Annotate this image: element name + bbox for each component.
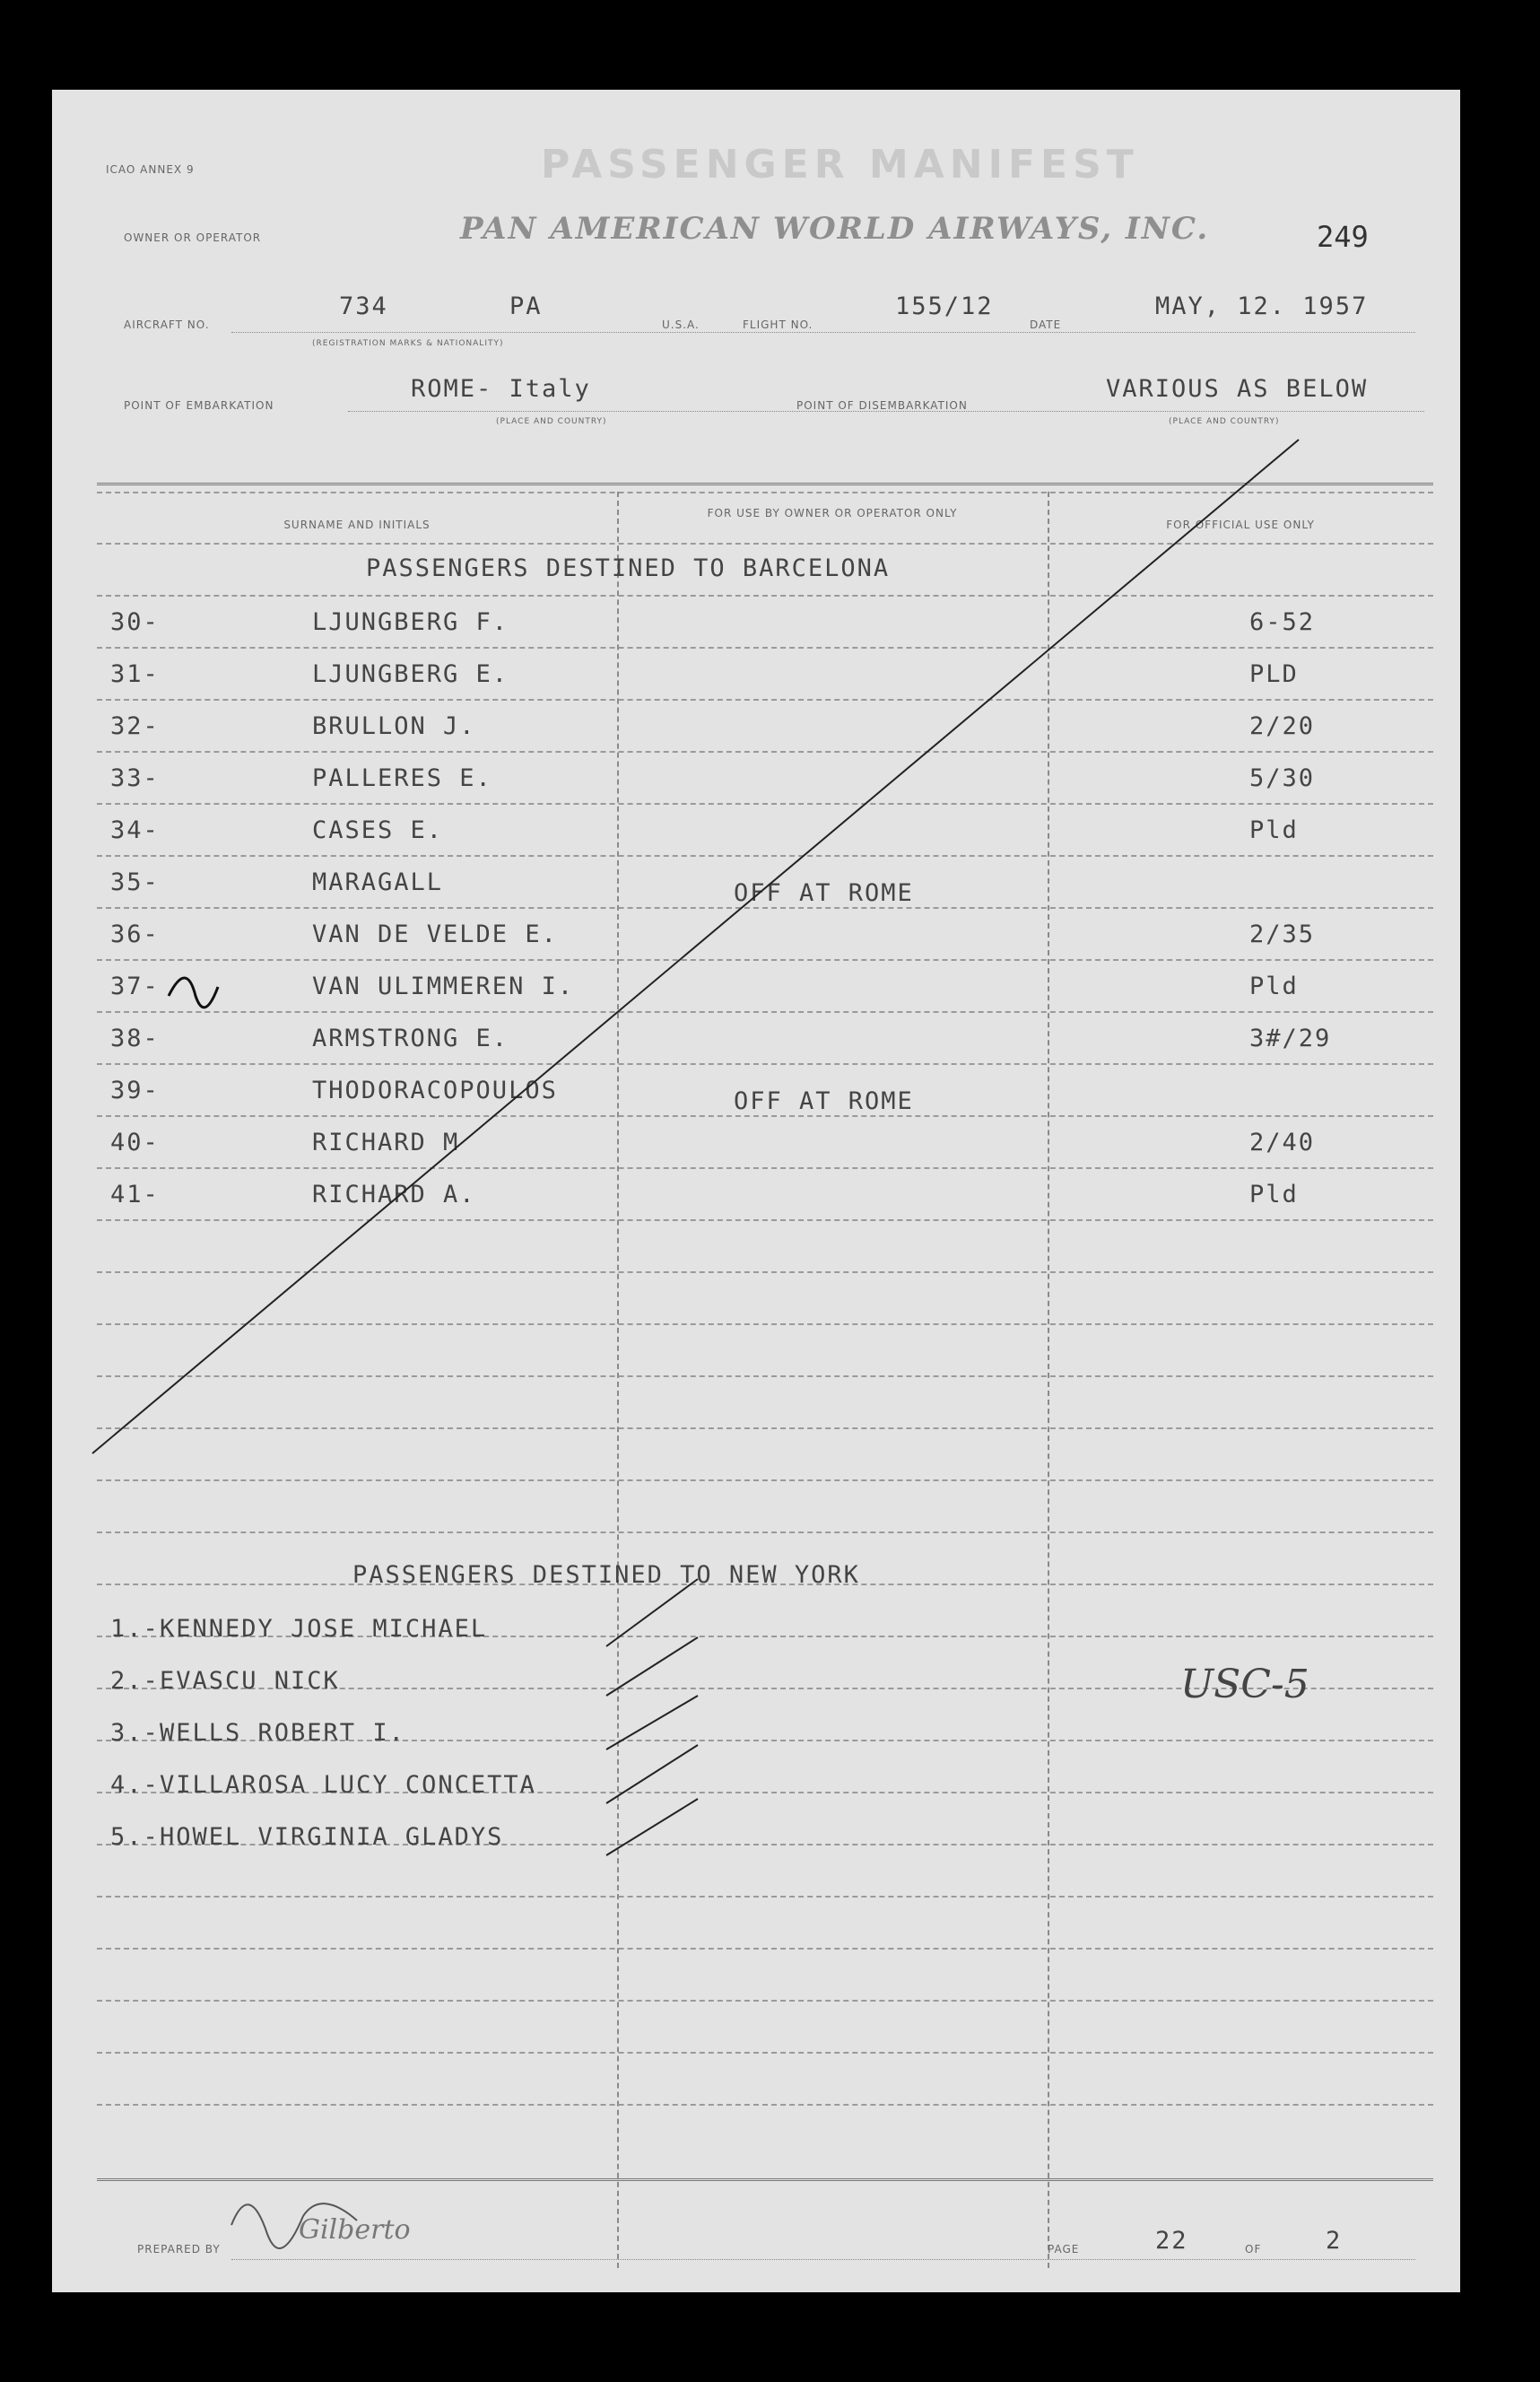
passenger-number: 34- [110, 816, 160, 844]
ink-mark [169, 978, 218, 1008]
passenger-name: MARAGALL [312, 868, 444, 896]
passenger-number: 2.- [110, 1667, 160, 1695]
disembarkation-label: POINT OF DISEMBARKATION [796, 399, 968, 412]
passenger-name: THODORACOPOULOS [312, 1077, 558, 1104]
passenger-name: HOWEL VIRGINIA GLADYS [160, 1823, 504, 1851]
page-title: PASSENGER MANIFEST [541, 142, 1139, 188]
passenger-number: 38- [110, 1025, 160, 1052]
passenger-name: CASES E. [312, 816, 444, 844]
official-code: 2/35 [1249, 921, 1316, 948]
official-code: Pld [1249, 1181, 1299, 1208]
passenger-number: 1.- [110, 1615, 160, 1643]
page-count-current: 22 [1155, 2227, 1188, 2255]
country: U.S.A. [662, 318, 700, 331]
section-heading-barcelona: PASSENGERS DESTINED TO BARCELONA [366, 554, 891, 582]
column-header-official: FOR OFFICIAL USE ONLY [1166, 519, 1315, 531]
owner-remark: OFF AT ROME [734, 1087, 914, 1115]
official-code: 3#/29 [1249, 1025, 1332, 1052]
column-header-owner: FOR USE BY OWNER OR OPERATOR ONLY [707, 507, 958, 519]
signature-flourish [231, 2203, 357, 2248]
prepared-by-signature: Gilberto [299, 2214, 411, 2246]
embarkation-label: POINT OF EMBARKATION [124, 399, 274, 412]
checkmark-stroke [606, 1579, 698, 1646]
of-label: OF [1245, 2243, 1262, 2255]
official-handwritten-note: USC-5 [1180, 1662, 1309, 1707]
passenger-name: WELLS ROBERT I. [160, 1719, 405, 1747]
owner-label: OWNER OR OPERATOR [124, 231, 262, 244]
registration-note: (REGISTRATION MARKS & NATIONALITY) [312, 339, 504, 348]
passenger-name: EVASCU NICK [160, 1667, 340, 1695]
passenger-name: BRULLON J. [312, 712, 476, 740]
passenger-number: 5.- [110, 1823, 160, 1851]
checkmark-stroke [606, 1745, 698, 1803]
owner-remark: OFF AT ROME [734, 879, 914, 907]
aircraft-prefix: PA [509, 292, 543, 320]
passenger-name: LJUNGBERG E. [312, 660, 509, 688]
passenger-number: 4.- [110, 1771, 160, 1799]
section-heading-newyork: PASSENGERS DESTINED TO NEW YORK [352, 1561, 860, 1589]
flight-label: FLIGHT NO. [743, 318, 814, 331]
passenger-number: 35- [110, 868, 160, 896]
official-code: 6-52 [1249, 608, 1316, 636]
prepared-by-label: PREPARED BY [137, 2243, 221, 2255]
pen-marks [52, 90, 1460, 2292]
flight-date: MAY, 12. 1957 [1155, 292, 1369, 320]
checkmark-stroke [606, 1799, 698, 1855]
page-number: 249 [1317, 220, 1369, 254]
column-header-names: SURNAME AND INITIALS [283, 519, 431, 531]
passenger-number: 3.- [110, 1719, 160, 1747]
disembarkation-value: VARIOUS AS BELOW [1106, 375, 1369, 403]
passenger-number: 39- [110, 1077, 160, 1104]
date-label: DATE [1030, 318, 1062, 331]
passenger-number: 36- [110, 921, 160, 948]
form-code: ICAO ANNEX 9 [106, 163, 195, 176]
passenger-name: PALLERES E. [312, 764, 492, 792]
passenger-name: VAN ULIMMEREN I. [312, 973, 575, 1000]
flight-number: 155/12 [895, 292, 994, 320]
operator-name: PAN AMERICAN WORLD AIRWAYS, INC. [460, 211, 1210, 247]
embarkation-value: ROME- Italy [411, 375, 591, 403]
checkmark-stroke [606, 1696, 698, 1749]
passenger-name: KENNEDY JOSE MICHAEL [160, 1615, 488, 1643]
passenger-number: 41- [110, 1181, 160, 1208]
aircraft-label: AIRCRAFT NO. [124, 318, 210, 331]
manifest-sheet [52, 90, 1460, 2292]
disembarkation-note: (PLACE AND COUNTRY) [1169, 417, 1280, 426]
official-code: Pld [1249, 816, 1299, 844]
passenger-name: VAN DE VELDE E. [312, 921, 558, 948]
passenger-name: LJUNGBERG F. [312, 608, 509, 636]
official-code: Pld [1249, 973, 1299, 1000]
page-label: PAGE [1048, 2243, 1080, 2255]
page-count-total: 2 [1326, 2227, 1343, 2255]
official-code: 5/30 [1249, 764, 1316, 792]
official-code: 2/40 [1249, 1129, 1316, 1156]
passenger-number: 30- [110, 608, 160, 636]
passenger-name: RICHARD A. [312, 1181, 476, 1208]
checkmark-stroke [606, 1637, 698, 1696]
passenger-name: ARMSTRONG E. [312, 1025, 509, 1052]
passenger-number: 40- [110, 1129, 160, 1156]
embarkation-note: (PLACE AND COUNTRY) [496, 417, 607, 426]
passenger-name: VILLAROSA LUCY CONCETTA [160, 1771, 536, 1799]
official-code: 2/20 [1249, 712, 1316, 740]
passenger-number: 37- [110, 973, 160, 1000]
official-code: PLD [1249, 660, 1299, 688]
passenger-number: 31- [110, 660, 160, 688]
passenger-number: 32- [110, 712, 160, 740]
aircraft-number: 734 [339, 292, 388, 320]
passenger-name: RICHARD M [312, 1129, 460, 1156]
diagonal-cancel-stroke [92, 440, 1299, 1453]
passenger-number: 33- [110, 764, 160, 792]
